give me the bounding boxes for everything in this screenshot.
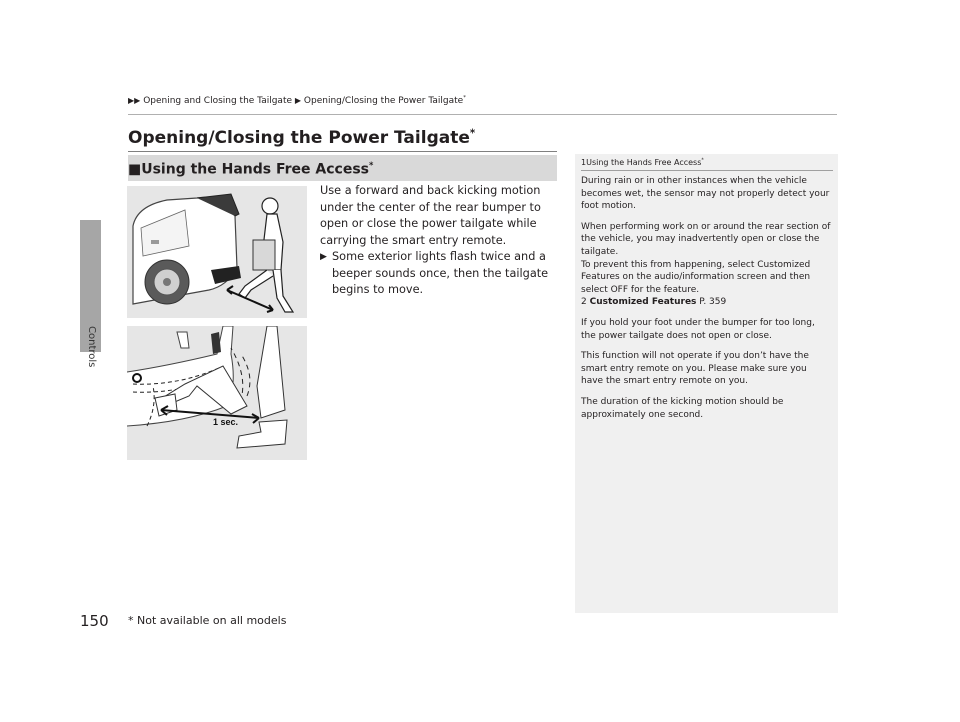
page-title-asterisk: * (469, 128, 476, 140)
bullet-arrow-icon: ▶ (320, 252, 327, 262)
note-paragraph-work: When performing work on or around the rear section of the vehicle, you may inadvertently open or close the tailgate. (581, 221, 831, 257)
section-heading-text: Using the Hands Free Access (141, 161, 370, 178)
kick-duration-label: 1 sec. (213, 417, 239, 427)
breadcrumb-asterisk: * (463, 95, 466, 101)
note-paragraph-rain: During rain or in other instances when the vehicle becomes wet, the sensor may not properly detect your foot motion. (581, 176, 830, 212)
kick-sensor-illustration (127, 326, 307, 460)
breadcrumb-arrow-icon: ▶▶ (128, 96, 141, 105)
breadcrumb-item-tailgate[interactable]: Opening and Closing the Tailgate (143, 96, 293, 106)
header-rule (128, 114, 837, 115)
title-rule (128, 151, 557, 152)
result-bullet-text: Some exterior lights flash twice and a beeper sounds once, then the tailgate begins to move. (332, 250, 549, 296)
section-square-icon: ■ (128, 161, 142, 178)
xref-page: P. 359 (699, 297, 727, 308)
note-paragraph-remote: This function will not operate if you don’t have the smart entry remote on you. Please make sure you have the smart entry remote on you. (581, 351, 809, 387)
result-bullet (320, 249, 560, 299)
note-paragraph-hold: If you hold your foot under the bumper for too long, the power tailgate does not open or close. (581, 317, 815, 341)
section-label: Controls (86, 326, 97, 368)
breadcrumb-separator-icon: ▶ (294, 96, 302, 105)
breadcrumb-item-power-tailgate[interactable]: Opening/Closing the Power Tailgate (303, 96, 464, 106)
notes-rule (581, 170, 833, 171)
instruction-text (320, 183, 560, 299)
note-paragraph-duration: The duration of the kicking motion should be approximately one second. (581, 396, 784, 420)
xref-arrow-icon: 2 (581, 297, 587, 308)
footnote: * Not available on all models (128, 614, 287, 627)
customized-features-link[interactable] (581, 296, 831, 309)
intro-paragraph: Use a forward and back kicking motion under the center of the rear bumper to open or close the power tailgate while carrying the smart entry remote. (320, 184, 541, 247)
section-asterisk: * (369, 160, 374, 170)
page-title (128, 128, 475, 148)
notes-title-text: Using the Hands Free Access (586, 158, 702, 167)
notes-title-asterisk: * (701, 158, 704, 164)
page-title-text: Opening/Closing the Power Tailgate (128, 128, 470, 148)
notes-title (581, 158, 704, 167)
page-number: 150 (80, 612, 109, 630)
note-reference-icon: 1 (581, 158, 587, 167)
breadcrumb (128, 95, 466, 106)
xref-label: Customized Features (589, 297, 697, 308)
note-paragraph-prevent: To prevent this from happening, select Customized Features on the audio/information screen and then select OFF for the feature. (581, 259, 811, 295)
section-heading (128, 160, 373, 178)
tailgate-illustration (127, 186, 307, 318)
notes-body (581, 175, 831, 429)
